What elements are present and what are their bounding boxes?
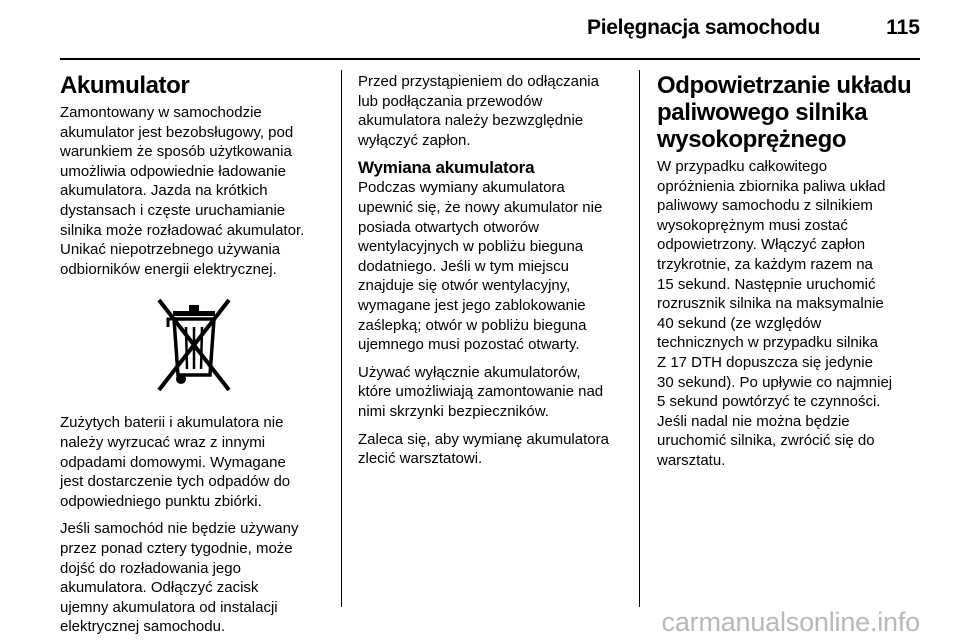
section-heading-diesel-bleeding: Odpowietrzanie układu paliwowego silnika wysokoprężnego <box>657 72 912 153</box>
battery-storage-paragraph: Jeśli samochód nie będzie używany przez ponad cztery tygodnie, może dojść do rozładowania jego akumulatora. Odłączyć zacisk ujemny akumulatora od instalacji elektrycznej samochodu. <box>60 520 299 636</box>
workshop-recommendation-paragraph: Zaleca się, aby wymianę akumulatora zlecić warsztatowi. <box>358 430 609 468</box>
battery-disposal-paragraph: Zużytych baterii i akumulatora nie należy wyrzucać wraz z innymi odpadami domowymi. Wymagane jest dostarczenie tych odpadów do odpowiedniego punktu zbiórki. <box>60 414 291 510</box>
watermark-text: carmanualsonline.info <box>661 607 920 637</box>
diesel-bleeding-paragraph: W przypadku całkowitego opróżnienia zbiornika paliwa układ paliwowy samochodu z silnikiem wysokoprężnym musi zostać odpowietrzony. Włączyć zapłon trzykrotnie, za każdym razem na 15 sekund. Następnie uruchomić rozrusznik silnika na maksymalnie 40 sekund (ze względów technicznych w przypadku silnika Z 17 DTH dopuszcza się jedynie 30 sekund). Po upływie co najmniej 5 sekund powtórzyć te czynności. Jeśli nadal nie można będzie uruchomić silnika, zwrócić się do warsztatu. <box>657 158 893 469</box>
column-battery-replacement <box>358 72 626 473</box>
subheading-battery-replacement: Wymiana akumulatora <box>358 158 535 178</box>
disconnect-warning-paragraph: Przed przystąpieniem do odłączania lub podłączania przewodów akumulatora należy bezwzględnie wyłączyć zapłon. <box>358 73 599 149</box>
column-divider-2 <box>639 70 640 607</box>
crossed-out-wheelie-bin-icon <box>156 297 232 393</box>
page-number: 115 <box>886 16 920 39</box>
column-battery <box>60 72 328 641</box>
header-divider <box>60 58 920 60</box>
section-heading-battery: Akumulator <box>60 72 190 99</box>
column-diesel-bleeding <box>657 72 925 475</box>
battery-intro-paragraph: Zamontowany w samochodzie akumulator jest bezobsługowy, pod warunkiem że sposób użytkowania umożliwia odpowiednie ładowanie akumulatora. Jazda na krótkich dystansach i częste uruchamianie silnika może rozładować akumulator. Unikać niepotrzebnego używania odbiorników energii elektrycznej. <box>60 104 305 278</box>
fusebox-compat-paragraph: Używać wyłącznie akumulatorów, które umożliwiają zamontowanie nad nimi skrzynki bezpieczników. <box>358 363 604 420</box>
page-header-title: Pielęgnacja samochodu <box>587 16 820 39</box>
column-divider-1 <box>341 70 342 607</box>
replacement-vent-paragraph: Podczas wymiany akumulatora upewnić się, że nowy akumulator nie posiada otwartych otworów wentylacyjnych w pobliżu bieguna dodatniego. Jeśli w tym miejscu znajduje się otwór wentylacyjny, wymagane jest jego zablokowanie zaślepką; otwór w pobliżu bieguna ujemnego musi pozostać otwarty. <box>358 179 603 354</box>
disposal-symbol <box>60 283 328 413</box>
